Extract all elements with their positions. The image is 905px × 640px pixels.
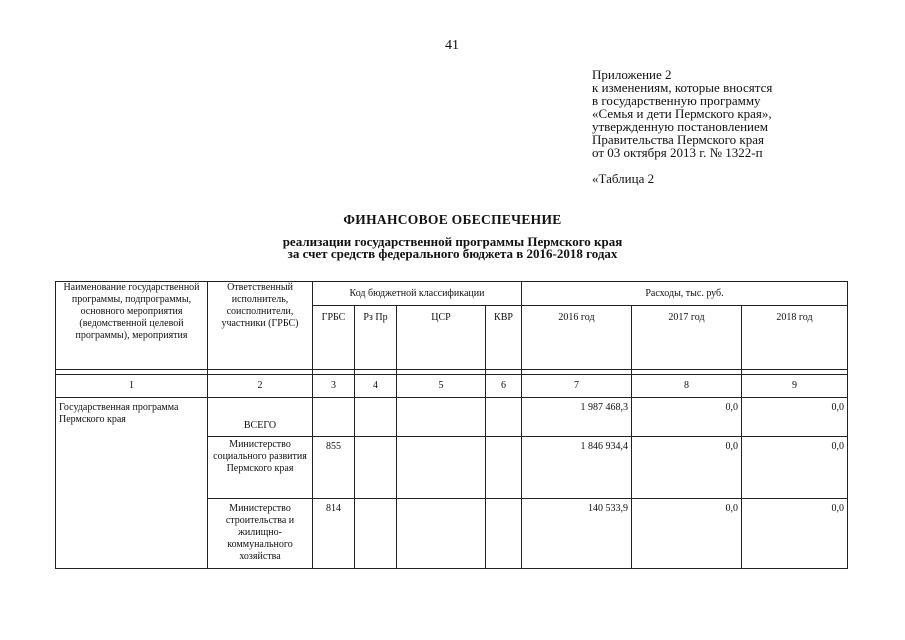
grbs-cell [313, 398, 355, 437]
amount-2018: 0,0 [742, 437, 848, 499]
header-name: Наименование государственной программы, подпрограммы, основного мероприятия (ведомственной целевой программы), мероприятия [56, 282, 208, 370]
financing-table [55, 281, 848, 569]
header-rz-pr: Рз Пр [355, 306, 397, 370]
amount-2017: 0,0 [632, 398, 742, 437]
amount-2017: 0,0 [632, 437, 742, 499]
page-number: 41 [445, 38, 459, 53]
amount-2018: 0,0 [742, 398, 848, 437]
header-responsible: Ответственный исполнитель, соисполнители, участники (ГРБС) [208, 282, 313, 370]
grbs-cell: 814 [313, 499, 355, 569]
document-subtitle [0, 236, 905, 260]
subtitle-line: реализации государственной программы Пермского края [282, 234, 623, 249]
subtitle-line: за счет средств федерального бюджета в 2016-2018 годах [287, 246, 618, 261]
header-expenses: Расходы, тыс. руб. [522, 282, 848, 306]
kvr-cell [486, 499, 522, 569]
appendix-note [592, 68, 892, 159]
header-grbs: ГРБС [313, 306, 355, 370]
document-title: ФИНАНСОВОЕ ОБЕСПЕЧЕНИЕ [343, 212, 562, 227]
column-number: 9 [742, 375, 848, 398]
csr-cell [397, 398, 486, 437]
column-number: 4 [355, 375, 397, 398]
csr-cell [397, 499, 486, 569]
csr-cell [397, 437, 486, 499]
column-number: 1 [56, 375, 208, 398]
kvr-cell [486, 437, 522, 499]
header-budget-code: Код бюджетной классификации [313, 282, 522, 306]
appendix-line: в государственную программу [592, 93, 761, 108]
participant-cell: ВСЕГО [208, 398, 313, 437]
table-label: «Таблица 2 [592, 171, 655, 186]
column-number: 7 [522, 375, 632, 398]
rz-pr-cell [355, 499, 397, 569]
kvr-cell [486, 398, 522, 437]
column-number: 5 [397, 375, 486, 398]
appendix-line: «Семья и дети Пермского края», [592, 106, 772, 121]
participant-cell: Министерство строительства и жилищно-коммунального хозяйства [208, 499, 313, 569]
appendix-line: от 03 октября 2013 г. № 1322-п [592, 145, 763, 160]
appendix-line: к изменениям, которые вносятся [592, 80, 773, 95]
appendix-line: Правительства Пермского края [592, 132, 764, 147]
header-2018: 2018 год [742, 306, 848, 370]
header-kvr: КВР [486, 306, 522, 370]
grbs-cell: 855 [313, 437, 355, 499]
table-row [56, 398, 848, 437]
header-2016: 2016 год [522, 306, 632, 370]
header-row [56, 282, 848, 306]
column-number: 6 [486, 375, 522, 398]
amount-2016: 1 846 934,4 [522, 437, 632, 499]
amount-2017: 0,0 [632, 499, 742, 569]
appendix-line: утвержденную постановлением [592, 119, 769, 134]
rz-pr-cell [355, 437, 397, 499]
participant-cell: Министерство социального развития Пермского края [208, 437, 313, 499]
header-2017: 2017 год [632, 306, 742, 370]
amount-2018: 0,0 [742, 499, 848, 569]
header-csr: ЦСР [397, 306, 486, 370]
column-number: 8 [632, 375, 742, 398]
appendix-line: Приложение 2 [592, 67, 672, 82]
program-name: Государственная программа Пермского края [56, 398, 208, 569]
amount-2016: 140 533,9 [522, 499, 632, 569]
column-number: 2 [208, 375, 313, 398]
column-number: 3 [313, 375, 355, 398]
rz-pr-cell [355, 398, 397, 437]
column-number-row [56, 375, 848, 398]
amount-2016: 1 987 468,3 [522, 398, 632, 437]
